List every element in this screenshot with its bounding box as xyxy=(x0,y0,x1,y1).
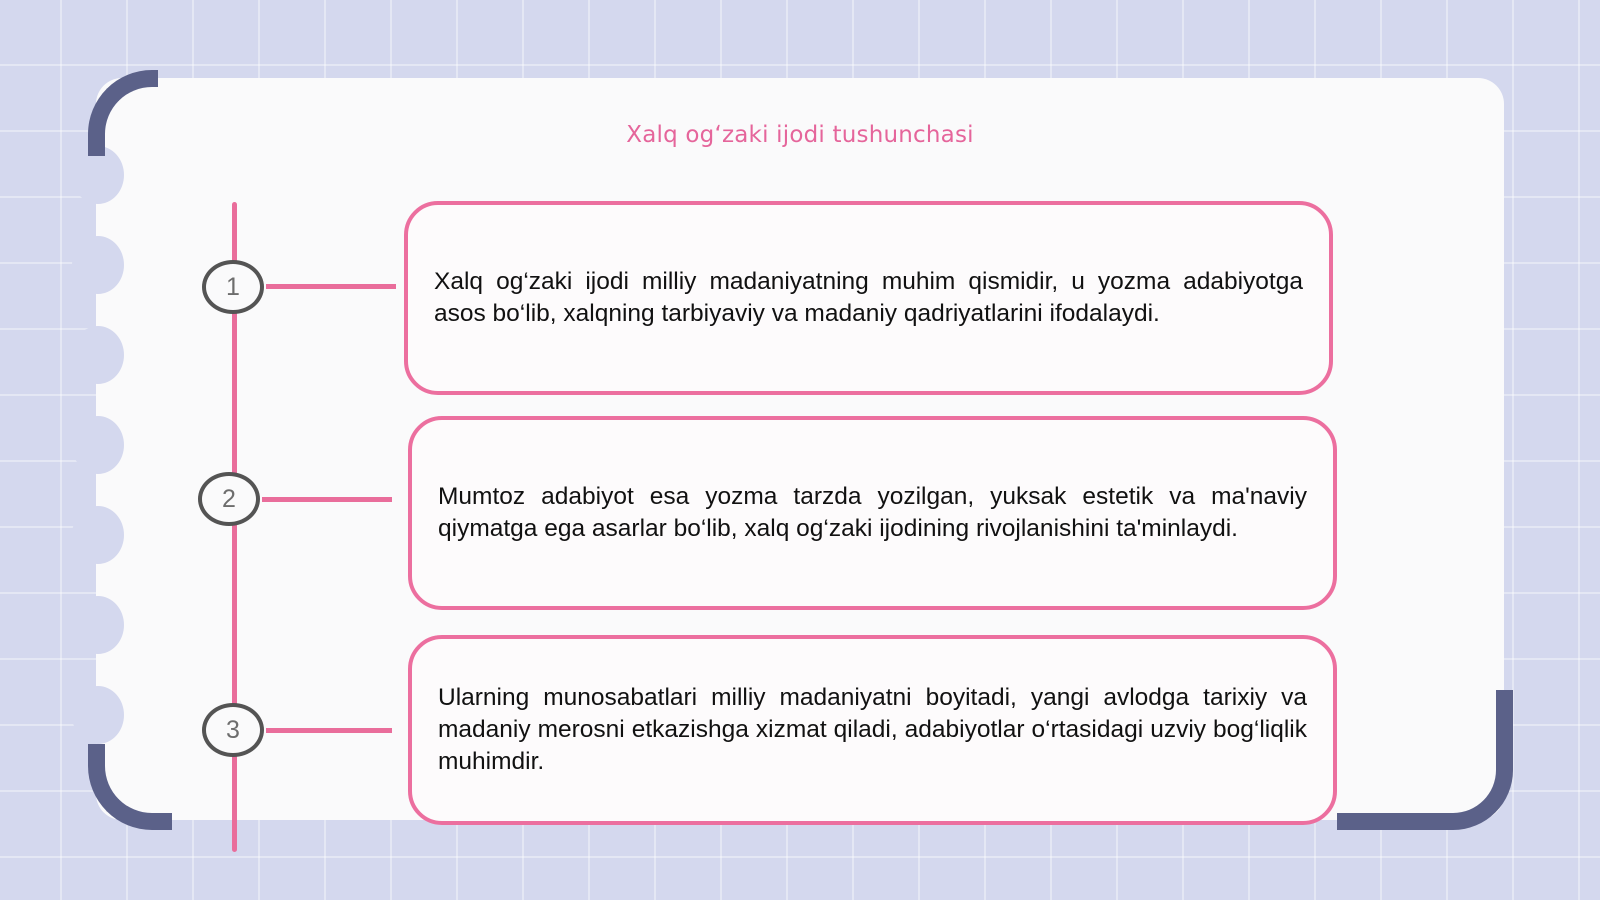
card-scallop xyxy=(72,326,124,384)
timeline-item-text: Mumtoz adabiyot esa yozma tarzda yozilgan, yuksak estetik va ma'naviy qiymatga ega asarlar bo‘lib, xalq og‘zaki ijodining rivojlanishini ta'minlaydi. xyxy=(438,483,1307,542)
card-scallop xyxy=(72,506,124,564)
timeline-item-box xyxy=(408,416,1337,610)
card-scallop xyxy=(72,686,124,744)
slide-title: Xalq ogʻzaki ijodi tushunchasi xyxy=(626,122,974,148)
timeline-marker: 3 xyxy=(202,703,264,757)
timeline-connector xyxy=(262,497,392,502)
timeline-item-text: Xalq og‘zaki ijodi milliy madaniyatning muhim qismidir, u yozma adabiyotga asos bo‘lib, xalqning tarbiyaviy va madaniy qadriyatlarini ifodalaydi. xyxy=(434,268,1303,327)
timeline-connector xyxy=(266,728,392,733)
timeline-item-box xyxy=(408,635,1337,825)
timeline-connector xyxy=(266,284,396,289)
frame-bracket-bottom-left xyxy=(88,744,172,830)
card-scallop xyxy=(72,416,124,474)
timeline-item-text: Ularning munosabatlari milliy madaniyatni boyitadi, yangi avlodga tarixiy va madaniy merosni etkazishga xizmat qiladi, adabiyotlar o‘rtasidagi uzviy bog‘liqlik muhimdir. xyxy=(438,684,1307,775)
timeline-marker: 1 xyxy=(202,260,264,314)
card-scallop xyxy=(72,236,124,294)
timeline-marker: 2 xyxy=(198,472,260,526)
timeline-item-box xyxy=(404,201,1333,395)
card-scallop xyxy=(72,596,124,654)
frame-bracket-bottom-right xyxy=(1337,690,1513,830)
